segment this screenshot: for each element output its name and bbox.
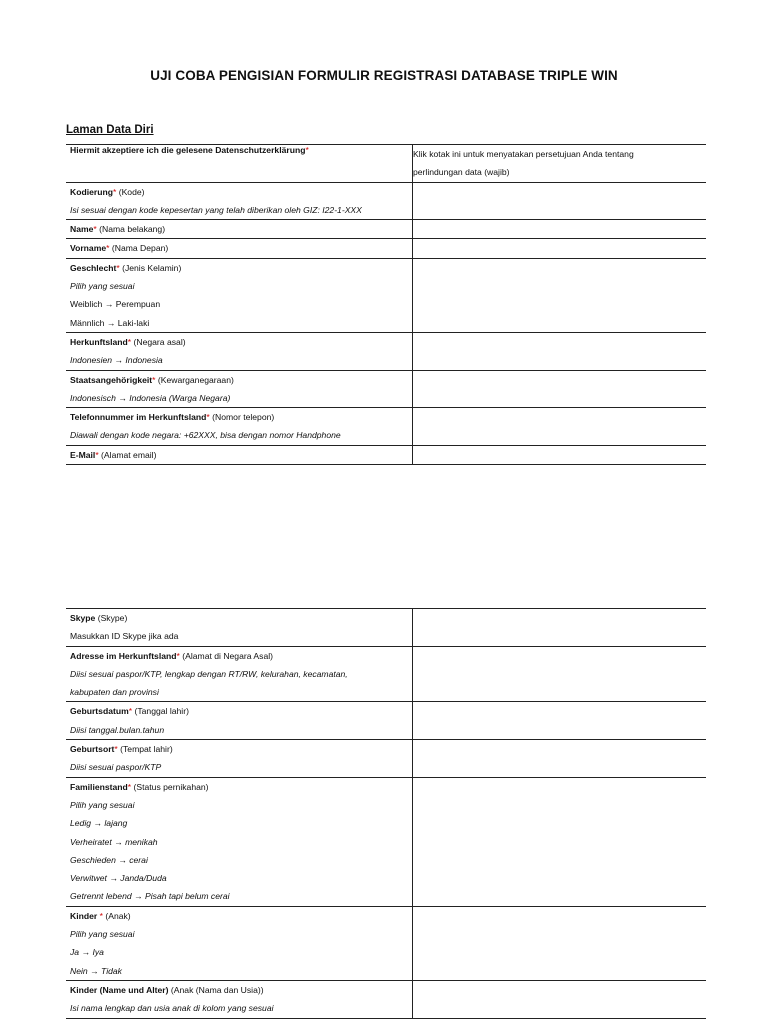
field-translation: (Negara asal) [131,336,186,347]
required-star: * [112,186,117,197]
required-star: * [95,449,99,460]
field-hint: Indonesisch → Indonesia (Warga Negara) [70,392,231,403]
field-hint: Nein → Tidak [70,965,122,976]
consent-info-line: Klik kotak ini untuk menyatakan persetujuan Anda tentang [413,149,634,159]
field-translation: (Anak) [102,910,131,921]
field-hint: Ja → Iya [70,947,104,958]
consent-checkbox-cell[interactable] [413,145,707,183]
answer-cell-kinder[interactable] [413,906,707,980]
field-translation: (Alamat di Negara Asal) [179,650,273,661]
field-translation: (Nama belakang) [96,224,166,235]
field-label-line [70,446,412,464]
field-label-cell [66,239,413,258]
field-label-cell [66,370,413,408]
field-label: Familienstand [70,781,128,792]
field-label-cell [66,182,413,220]
field-label-line [70,740,412,758]
field-label-cell [66,980,413,1018]
field-label-cell [66,258,413,332]
field-hint: Diisi sesuai paspor/KTP [70,762,162,773]
answer-cell-adresse-im-herkunftsland[interactable] [413,646,707,702]
field-label-cell [66,445,413,464]
answer-cell-geburtsdatum[interactable] [413,702,707,740]
field-row-familienstand [66,777,706,906]
field-label-cell [66,740,413,778]
field-label-cell [66,777,413,906]
answer-cell-geburtsort[interactable] [413,740,707,778]
field-label-line [70,647,412,665]
required-star: * [128,706,133,717]
field-label-cell [66,220,413,239]
field-translation: (Skype) [95,613,128,623]
personal-data-table [66,144,706,465]
field-label: Adresse im Herkunftsland [70,650,177,661]
field-translation: (Status pernikahan) [131,781,209,792]
field-translation: (Nama Depan) [109,243,169,254]
field-hint: Isi nama lengkap dan usia anak di kolom yang sesuai [70,1003,274,1014]
field-hint: kabupaten dan provinsi [70,687,159,698]
field-hint: Pilih yang sesuai [70,799,135,810]
field-label: Geburtsort [70,744,115,755]
field-hint: Diawali dengan kode negara: +62XXX, bisa dengan nomor Handphone [70,430,341,441]
answer-cell-vorname[interactable] [413,239,707,258]
required-star: * [305,145,309,155]
field-hint: Indonesien → Indonesia [70,355,163,366]
field-hint: Weiblich → Perempuan [70,299,161,310]
field-translation: (Alamat email) [98,449,157,460]
field-row-staatsangehorigkeit [66,370,706,408]
answer-cell-skype[interactable] [413,609,707,647]
field-label-line [70,907,412,925]
field-label: Vorname [70,243,107,254]
field-row-vorname [66,239,706,258]
field-label: Kodierung [70,186,113,197]
field-hint: Verwitwet → Janda/Duda [70,873,167,884]
required-star: * [106,243,110,254]
field-translation: (Anak (Nama dan Usia)) [168,984,264,995]
field-translation: (Jenis Kelamin) [119,262,182,273]
field-label-line [70,609,412,627]
field-hint: Ledig → lajang [70,818,128,829]
field-translation: (Tempat lahir) [117,744,173,755]
field-row-herkunftsland [66,332,706,370]
field-translation: (Kewarganegaraan) [155,374,234,385]
field-hint: Verheiratet → menikah [70,836,158,847]
field-label-line [70,333,412,351]
consent-row [66,145,706,183]
field-label-line [70,183,412,201]
field-label-line [70,981,412,999]
field-hint: Pilih yang sesuai [70,281,135,292]
field-hint: Diisi tanggal.bulan.tahun [70,724,165,735]
field-translation: (Tanggal lahir) [132,706,189,717]
field-row-e-mail [66,445,706,464]
field-label: Geburtsdatum [70,706,129,717]
field-label-cell [66,702,413,740]
required-star: * [152,374,156,385]
field-row-skype [66,609,706,647]
field-hint: Masukkan ID Skype jika ada [70,631,179,642]
field-translation: (Kode) [116,186,145,197]
field-label: Kinder [70,910,100,921]
form-title: UJI COBA PENGISIAN FORMULIR REGISTRASI DATABASE TRIPLE WIN [150,68,618,83]
section-heading: Laman Data Diri [66,124,154,136]
field-label: Kinder (Name und Alter) [70,984,169,995]
required-star: * [116,262,120,273]
consent-label: Hiermit akzeptiere ich die gelesene Datenschutzerklärung [70,145,306,155]
field-row-kinder [66,906,706,980]
field-label-line [70,408,412,426]
required-star: * [93,224,97,235]
answer-cell-kinder-name-und-alter[interactable] [413,980,707,1018]
field-translation: (Nomor telepon) [209,412,275,423]
field-hint: Getrennt lebend → Pisah tapi belum cerai [70,891,230,902]
required-star: * [176,650,180,661]
field-label-cell [66,408,413,446]
field-hint: Diisi sesuai paspor/KTP, lengkap dengan RT/RW, kelurahan, kecamatan, [70,668,348,679]
field-row-geburtsort [66,740,706,778]
field-row-kodierung [66,182,706,220]
required-star: * [114,744,118,755]
field-label: Telefonnummer im Herkunftsland [70,412,207,423]
consent-label-cell [66,145,413,183]
answer-cell-staatsangehorigkeit[interactable] [413,370,707,408]
field-label-cell [66,906,413,980]
field-label-line [70,259,412,277]
answer-cell-e-mail[interactable] [413,445,707,464]
field-hint: Pilih yang sesuai [70,929,135,940]
field-label-line [70,239,412,257]
answer-cell-geschlecht[interactable] [413,258,707,332]
field-label-line [70,371,412,389]
field-row-kinder-name-und-alter [66,980,706,1018]
field-label-line [70,702,412,720]
field-label-line [70,220,412,238]
field-row-adresse-im-herkunftsland [66,646,706,702]
required-star: * [127,781,132,792]
required-star: * [206,412,210,423]
field-label: Skype [70,613,96,623]
answer-cell-name[interactable] [413,220,707,239]
field-label: Geschlecht [70,262,117,273]
field-label-line [70,778,412,796]
consent-info-line: perlindungan data (wajib) [413,167,510,178]
field-row-telefonnummer-im-herkunftsland [66,408,706,446]
field-hint: Männlich → Laki-laki [70,317,150,328]
field-row-geburtsdatum [66,702,706,740]
field-row-geschlecht [66,258,706,332]
field-row-name [66,220,706,239]
field-label: Name [70,224,94,235]
additional-data-table [66,608,706,1019]
field-label-cell [66,646,413,702]
required-star: * [127,336,132,347]
field-label: Staatsangehörigkeit [70,374,153,385]
field-hint: Geschieden → cerai [70,854,148,865]
answer-cell-herkunftsland[interactable] [413,332,707,370]
field-label: E-Mail [70,449,96,460]
field-label: Herkunftsland [70,336,128,347]
answer-cell-kodierung[interactable] [413,182,707,220]
field-label-cell [66,332,413,370]
field-label-cell [66,609,413,647]
answer-cell-telefonnummer-im-herkunftsland[interactable] [413,408,707,446]
answer-cell-familienstand[interactable] [413,777,707,906]
field-hint: Isi sesuai dengan kode kepesertan yang telah diberikan oleh GIZ: I22-1-XXX [70,204,362,215]
required-star: * [99,910,103,921]
